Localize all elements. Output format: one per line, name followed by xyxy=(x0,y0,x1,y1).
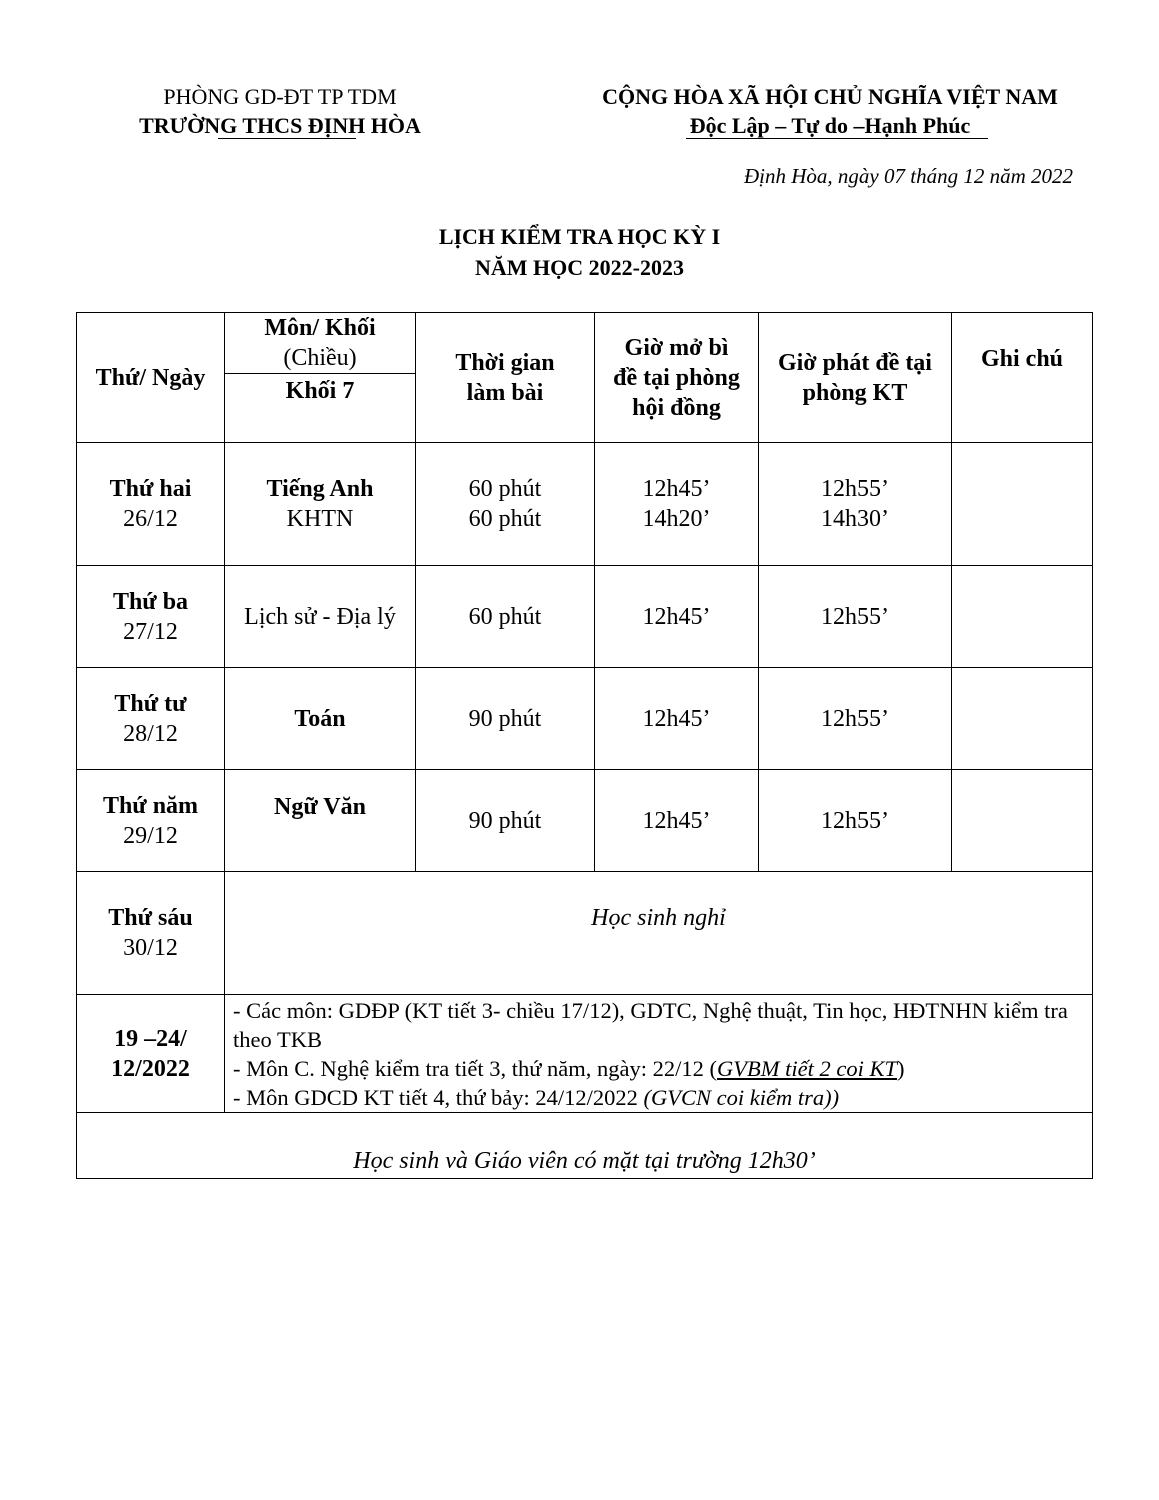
day-name: Thứ tư xyxy=(114,690,187,717)
week-note-3 xyxy=(233,1083,1092,1112)
week-note-2-close: ) xyxy=(896,1055,905,1081)
day-date: 30/12 xyxy=(123,935,178,961)
duration-value: 60 phút xyxy=(468,506,542,532)
department-name: PHÒNG GD-ĐT TP TDM xyxy=(163,84,397,109)
header-day: Thứ/ Ngày xyxy=(77,313,225,443)
duration-cell: 90 phút xyxy=(416,668,595,770)
note-cell xyxy=(952,668,1093,770)
nation-motto: Độc Lập – Tự do –Hạnh Phúc xyxy=(689,113,971,138)
day-date: 29/12 xyxy=(123,822,178,849)
open-time-cell: 12h45’ xyxy=(595,770,759,872)
header-open-line2: đề tại phòng xyxy=(613,364,740,391)
distribute-time-value: 12h55’ xyxy=(821,476,889,502)
open-time-cell: 12h45’ xyxy=(595,668,759,770)
header-note: Ghi chú xyxy=(952,313,1093,443)
day-name: Thứ hai xyxy=(109,476,192,502)
footer-note: Học sinh và Giáo viên có mặt tại trường 12h30’ xyxy=(77,1113,1093,1179)
table-header-row xyxy=(77,313,1093,443)
header-duration-line1: Thời gian xyxy=(455,349,555,376)
table-row xyxy=(77,443,1093,566)
week-note-2-supervisor: GVBM tiết 2 coi KT xyxy=(717,1055,897,1081)
exam-schedule-table xyxy=(76,312,1093,1179)
day-name: Thứ ba xyxy=(112,588,189,615)
day-cell xyxy=(77,770,225,872)
distribute-time-cell: 12h55’ xyxy=(759,770,952,872)
table-row-week-notes xyxy=(77,995,1093,1113)
header-right xyxy=(585,82,1075,140)
note-cell xyxy=(952,566,1093,668)
day-date: 27/12 xyxy=(123,618,178,645)
day-name: Thứ sáu xyxy=(108,905,193,931)
school-name: TRƯỜNG THCS ĐỊNH HÒA xyxy=(139,113,421,138)
header-duration-line2: làm bài xyxy=(466,379,544,406)
header-open-time xyxy=(595,313,759,443)
distribute-time-cell: 12h55’ xyxy=(759,668,952,770)
distribute-time-cell xyxy=(759,443,952,566)
open-time-value: 14h20’ xyxy=(642,506,711,532)
day-name: Thứ năm xyxy=(102,792,199,819)
table-row-friday xyxy=(77,872,1093,995)
header-distribute-line2: phòng KT xyxy=(802,379,908,406)
header-distribute-line1: Giờ phát đề tại xyxy=(778,349,932,376)
table-row xyxy=(77,566,1093,668)
week-date-line1: 19 –24/ xyxy=(114,1025,187,1052)
subject-cell: Toán xyxy=(225,668,416,770)
day-date: 28/12 xyxy=(123,720,178,747)
open-time-cell: 12h45’ xyxy=(595,566,759,668)
note-cell xyxy=(952,443,1093,566)
note-cell xyxy=(952,770,1093,872)
school-name-underline xyxy=(218,138,356,139)
subject-cell: Lịch sử - Địa lý xyxy=(225,566,416,668)
motto-underline xyxy=(686,138,988,139)
distribute-time-value: 14h30’ xyxy=(821,506,889,532)
week-note-2-text: - Môn C. Nghệ kiểm tra tiết 3, thứ năm, ngày: 22/12 ( xyxy=(233,1055,717,1081)
open-time-value: 12h45’ xyxy=(642,476,711,502)
document-subtitle: NĂM HỌC 2022-2023 xyxy=(475,255,684,280)
week-notes-cell xyxy=(225,995,1093,1113)
subject-name: Tiếng Anh xyxy=(266,476,374,502)
week-date-line2: 12/2022 xyxy=(111,1055,190,1082)
subject-name: KHTN xyxy=(286,506,354,532)
header-open-line3: hội đồng xyxy=(632,394,721,421)
table-row xyxy=(77,770,1093,872)
header-subject-line2: (Chiều) xyxy=(283,345,357,371)
open-time-cell xyxy=(595,443,759,566)
table-row xyxy=(77,668,1093,770)
day-date: 26/12 xyxy=(123,506,178,532)
week-note-3-text: - Môn GDCD KT tiết 4, thứ bảy: 24/12/2022 xyxy=(233,1084,644,1110)
day-off-note: Học sinh nghỉ xyxy=(225,872,1093,995)
duration-value: 60 phút xyxy=(468,476,542,502)
header-left xyxy=(100,82,460,140)
header-grade: Khối 7 xyxy=(285,378,355,404)
header-subject xyxy=(225,313,416,443)
date-line: Định Hòa, ngày 07 tháng 12 năm 2022 xyxy=(744,164,1073,188)
week-date-cell xyxy=(77,995,225,1113)
week-note-3-supervisor: (GVCN coi kiểm tra)) xyxy=(643,1084,840,1110)
day-cell xyxy=(77,566,225,668)
table-footer-row xyxy=(77,1113,1093,1179)
document-title: LỊCH KIỂM TRA HỌC KỲ I xyxy=(438,224,721,249)
nation-name: CỘNG HÒA XÃ HỘI CHỦ NGHĨA VIỆT NAM xyxy=(602,84,1058,109)
header-open-line1: Giờ mở bì xyxy=(624,334,729,361)
duration-cell: 90 phút xyxy=(416,770,595,872)
header-subject-line1: Môn/ Khối xyxy=(264,315,376,341)
duration-cell: 60 phút xyxy=(416,566,595,668)
day-cell xyxy=(77,872,225,995)
week-note-1: - Các môn: GDĐP (KT tiết 3- chiều 17/12), GDTC, Nghệ thuật, Tin học, HĐTNHN kiểm tra theo TKB xyxy=(233,997,1068,1052)
subject-cell: Ngữ Văn xyxy=(225,770,416,872)
day-cell xyxy=(77,668,225,770)
week-note-2 xyxy=(233,1054,1092,1083)
header-duration xyxy=(416,313,595,443)
distribute-time-cell: 12h55’ xyxy=(759,566,952,668)
subject-cell xyxy=(225,443,416,566)
header-distribute-time xyxy=(759,313,952,443)
duration-cell xyxy=(416,443,595,566)
day-cell xyxy=(77,443,225,566)
